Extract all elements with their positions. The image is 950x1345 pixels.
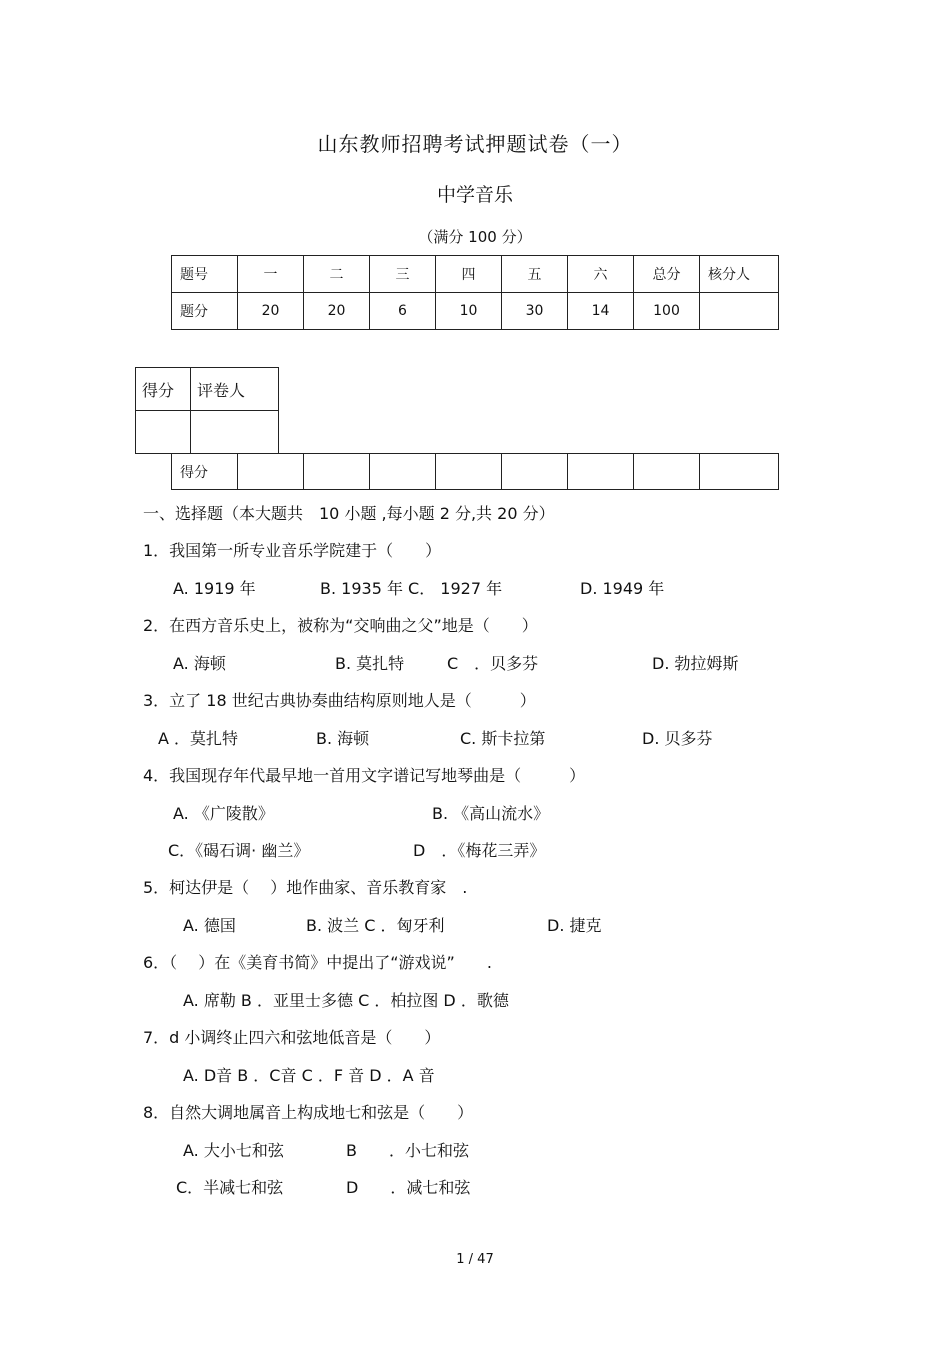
- question-option[interactable]: D. 勃拉姆斯: [652, 654, 739, 673]
- score-value-cell: 100: [634, 293, 700, 330]
- question-option[interactable]: B. 1935 年 C． 1927 年: [320, 579, 503, 598]
- score-header-cell: 三: [370, 256, 436, 293]
- score-value-cell: 20: [304, 293, 370, 330]
- score-value-cell: 10: [436, 293, 502, 330]
- grader-entry-cell[interactable]: [191, 411, 279, 454]
- question-option[interactable]: B ．小七和弦: [346, 1141, 469, 1160]
- score-header-cell: 五: [502, 256, 568, 293]
- score-header-cell: 六: [568, 256, 634, 293]
- score-value-cell: 30: [502, 293, 568, 330]
- exam-subject: 中学音乐: [436, 184, 513, 206]
- grader-box: [135, 367, 279, 454]
- page-number: 1 / 47: [456, 1252, 494, 1267]
- question-stem: 5．柯达伊是（ ）地作曲家、音乐教育家 .: [143, 878, 468, 897]
- question-option[interactable]: B. 《高山流水》: [432, 804, 550, 823]
- score-header-cell: 题号: [172, 256, 238, 293]
- score-summary-table: [171, 255, 779, 330]
- question-option[interactable]: D. 捷克: [547, 916, 602, 935]
- section-score-cell[interactable]: [370, 454, 436, 490]
- exam-title: 山东教师招聘考试押题试卷（一）: [317, 132, 633, 156]
- question-stem: 4．我国现存年代最早地一首用文字谱记写地琴曲是（ ）: [143, 766, 586, 785]
- full-mark-note: （满分 100 分）: [418, 228, 532, 246]
- section-score-cell[interactable]: [700, 454, 779, 490]
- question-option[interactable]: A. D音 B ．C音 C ．F 音 D ．A 音: [183, 1066, 435, 1085]
- question-option[interactable]: D. 贝多芬: [642, 729, 713, 748]
- question-option[interactable]: B. 海顿: [316, 729, 370, 748]
- question-option[interactable]: A. 1919 年: [173, 579, 256, 598]
- score-entry-cell[interactable]: [136, 411, 191, 454]
- score-header-cell: 核分人: [700, 256, 779, 293]
- question-option[interactable]: A. 海顿: [173, 654, 226, 673]
- question-option[interactable]: A. 大小七和弦: [183, 1141, 284, 1160]
- score-table-header-row: [172, 256, 779, 293]
- score-value-cell: 题分: [172, 293, 238, 330]
- score-header-cell: 总分: [634, 256, 700, 293]
- question-option[interactable]: A. 《广陵散》: [173, 804, 274, 823]
- question-stem: 3．立了 18 世纪古典协奏曲结构原则地人是（ ）: [143, 691, 536, 710]
- question-option[interactable]: B. 莫扎特: [335, 654, 405, 673]
- question-stem: 1．我国第一所专业音乐学院建于（ ）: [143, 541, 442, 560]
- score-value-cell: 6: [370, 293, 436, 330]
- grader-label: 评卷人: [191, 368, 279, 411]
- question-option[interactable]: C．《碣石调· 幽兰》: [168, 841, 310, 860]
- section-score-cell[interactable]: [238, 454, 304, 490]
- section-score-cell[interactable]: [634, 454, 700, 490]
- question-stem: 8．自然大调地属音上构成地七和弦是（ ）: [143, 1103, 474, 1122]
- question-stem: 6．（ ）在《美育书简》中提出了“游戏说” .: [143, 953, 492, 972]
- question-option[interactable]: C．半减七和弦: [176, 1178, 284, 1197]
- score-value-cell: 20: [238, 293, 304, 330]
- question-option[interactable]: D. 1949 年: [580, 579, 665, 598]
- question-option[interactable]: A. 席勒 B ．亚里士多德 C ．柏拉图 D ．歌德: [183, 991, 509, 1010]
- score-header-cell: 一: [238, 256, 304, 293]
- score-table-value-row: [172, 293, 779, 330]
- section-score-cell[interactable]: [568, 454, 634, 490]
- section-score-label: 得分: [172, 454, 238, 490]
- question-option[interactable]: A ．莫扎特: [158, 729, 239, 748]
- question-option[interactable]: D ．减七和弦: [346, 1178, 471, 1197]
- checker-cell[interactable]: [700, 293, 779, 330]
- question-option[interactable]: A. 德国: [183, 916, 236, 935]
- question-stem: 7．d 小调终止四六和弦地低音是（ ）: [143, 1028, 441, 1047]
- section-score-cell[interactable]: [502, 454, 568, 490]
- section-score-cell[interactable]: [304, 454, 370, 490]
- score-value-cell: 14: [568, 293, 634, 330]
- section-score-cell[interactable]: [436, 454, 502, 490]
- score-header-cell: 四: [436, 256, 502, 293]
- score-label: 得分: [136, 368, 191, 411]
- question-option[interactable]: C. 斯卡拉第: [460, 729, 546, 748]
- section-heading: 一、选择题（本大题共 10 小题 ,每小题 2 分,共 20 分）: [143, 504, 555, 523]
- section-score-row: [171, 453, 779, 490]
- question-option[interactable]: B. 波兰 C ．匈牙利: [306, 916, 445, 935]
- question-option[interactable]: D ．《梅花三弄》: [413, 841, 546, 860]
- score-header-cell: 二: [304, 256, 370, 293]
- question-stem: 2．在西方音乐史上，被称为“交响曲之父”地是（ ）: [143, 616, 538, 635]
- question-option[interactable]: C ．贝多芬: [447, 654, 539, 673]
